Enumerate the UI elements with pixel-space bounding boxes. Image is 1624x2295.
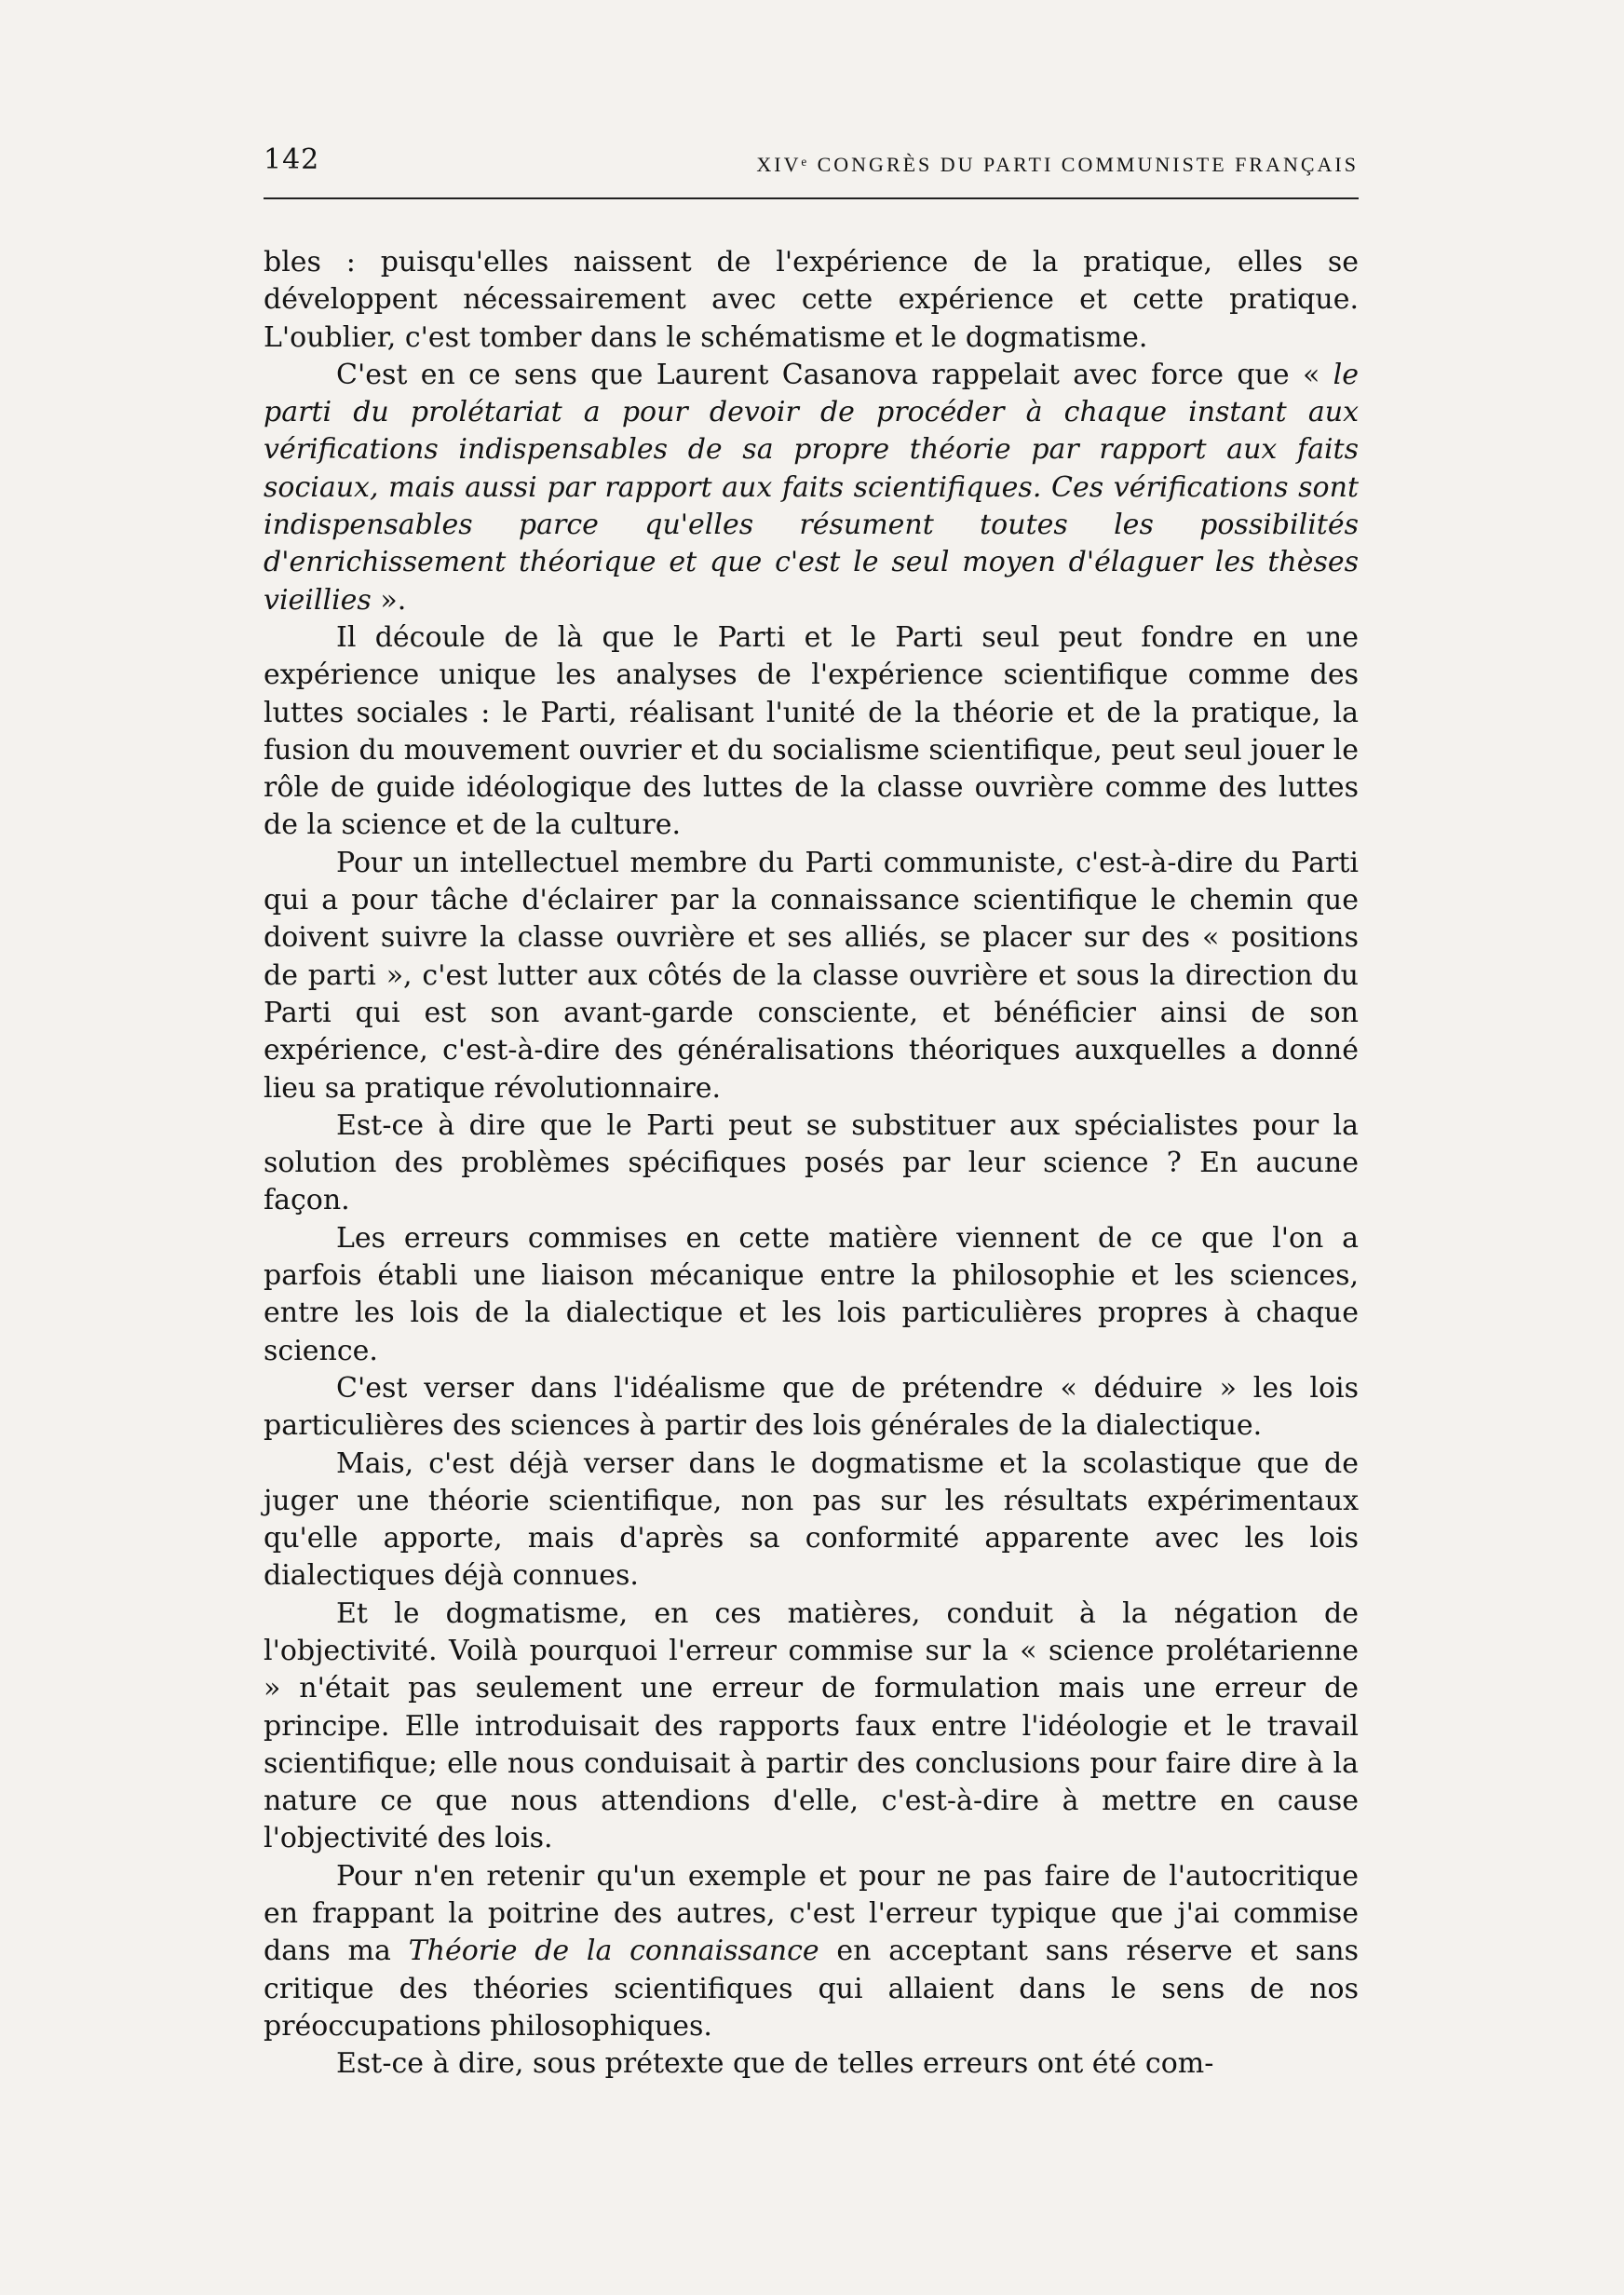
paragraph-10-lead: Pour n'en retenir qu'un exemple et pour ne pas faire de l'autocritique en frappant la poitrine des autres, c'est l'erreur typique que j'ai commise dans ma — [264, 1859, 1359, 1968]
header-rule — [264, 197, 1359, 199]
page-header — [264, 140, 1359, 186]
paragraph-1: bles : puisqu'elles naissent de l'expérience de la pratique, elles se développent nécessairement avec cette expérience et cette pratique. L'oublier, c'est tomber dans le schématisme et le dogmatisme. — [264, 246, 1359, 354]
paragraph-5: Est-ce à dire que le Parti peut se substituer aux spécialistes pour la solution des problèmes spécifiques posés par leur science ? En aucune façon. — [264, 1108, 1359, 1217]
paragraph-2 — [264, 357, 1359, 619]
book-title: Théorie de la connaissance — [408, 1935, 819, 1968]
casanova-quote: le parti du prolétariat a pour devoir de procéder à chaque instant aux vérifications indispensables de sa propre théorie par rapport aux faits sociaux, mais aussi par rapport aux faits scientifiques. Ces vérifications sont indispensables parce qu'elles résument toutes les possibilités d'enrichissement théorique et que c'est le seul moyen d'élaguer les thèses vieillies — [264, 358, 1359, 617]
paragraph-10-end: en acceptant sans réserve et sans critique des théories scientifiques qui allaient dans le sens de nos préoccupations philosophiques. — [264, 1935, 1359, 2043]
paragraph-4: Pour un intellectuel membre du Parti communiste, c'est-à-dire du Parti qui a pour tâche d'éclairer par la connaissance scientifique le chemin que doivent suivre la classe ouvrière et ses alliés, se placer sur des « positions de parti », c'est lutter aux côtés de la classe ouvrière et sous la direction du Parti qui est son avant-garde consciente, et bénéficier ainsi de son expérience, c'est-à-dire des généralisations théoriques auxquelles a donné lieu sa pratique révolutionnaire. — [264, 846, 1359, 1105]
body-text — [264, 244, 1359, 2084]
paragraph-3: Il découle de là que le Parti et le Parti seul peut fondre en une expérience unique les analyses de l'expérience scientifique comme des luttes sociales : le Parti, réalisant l'unité de la théorie et de la pratique, la fusion du mouvement ouvrier et du socialisme scientifique, peut seul jouer le rôle de guide idéologique des luttes de la classe ouvrière comme des luttes de la science et de la culture. — [264, 620, 1359, 842]
paragraph-6: Les erreurs commises en cette matière viennent de ce que l'on a parfois établi une liaison mécanique entre la philosophie et les sciences, entre les lois de la dialectique et les lois particulières propres à chaque science. — [264, 1221, 1359, 1367]
paragraph-8: Mais, c'est déjà verser dans le dogmatisme et la scolastique que de juger une théorie scientifique, non pas sur les résultats expérimentaux qu'elle apporte, mais d'après sa conformité apparente avec les lois dialectiques déjà connues. — [264, 1446, 1359, 1593]
paragraph-7: C'est verser dans l'idéalisme que de prétendre « déduire » les lois particulières des sciences à partir des lois générales de la dialectique. — [264, 1371, 1359, 1443]
paragraph-9: Et le dogmatisme, en ces matières, conduit à la négation de l'objectivité. Voilà pourquoi l'erreur commise sur la « science prolétarienne » n'était pas seulement une erreur de formulation mais une erreur de principe. Elle introduisait des rapports faux entre l'idéologie et le travail scientifique; elle nous conduisait à partir des conclusions pour faire dire à la nature ce que nous attendions d'elle, c'est-à-dire à mettre en cause l'objectivité des lois. — [264, 1596, 1359, 1855]
paragraph-10 — [264, 1858, 1359, 2045]
paragraph-2-end: ». — [371, 583, 407, 617]
paragraph-11: Est-ce à dire, sous prétexte que de telles erreurs ont été com- — [336, 2047, 1214, 2081]
paragraph-2-lead: C'est en ce sens que Laurent Casanova rappelait avec force que « — [336, 358, 1333, 391]
running-title: XIVᵉ CONGRÈS DU PARTI COMMUNISTE FRANÇAIS — [756, 153, 1359, 176]
page-number: 142 — [264, 143, 320, 176]
